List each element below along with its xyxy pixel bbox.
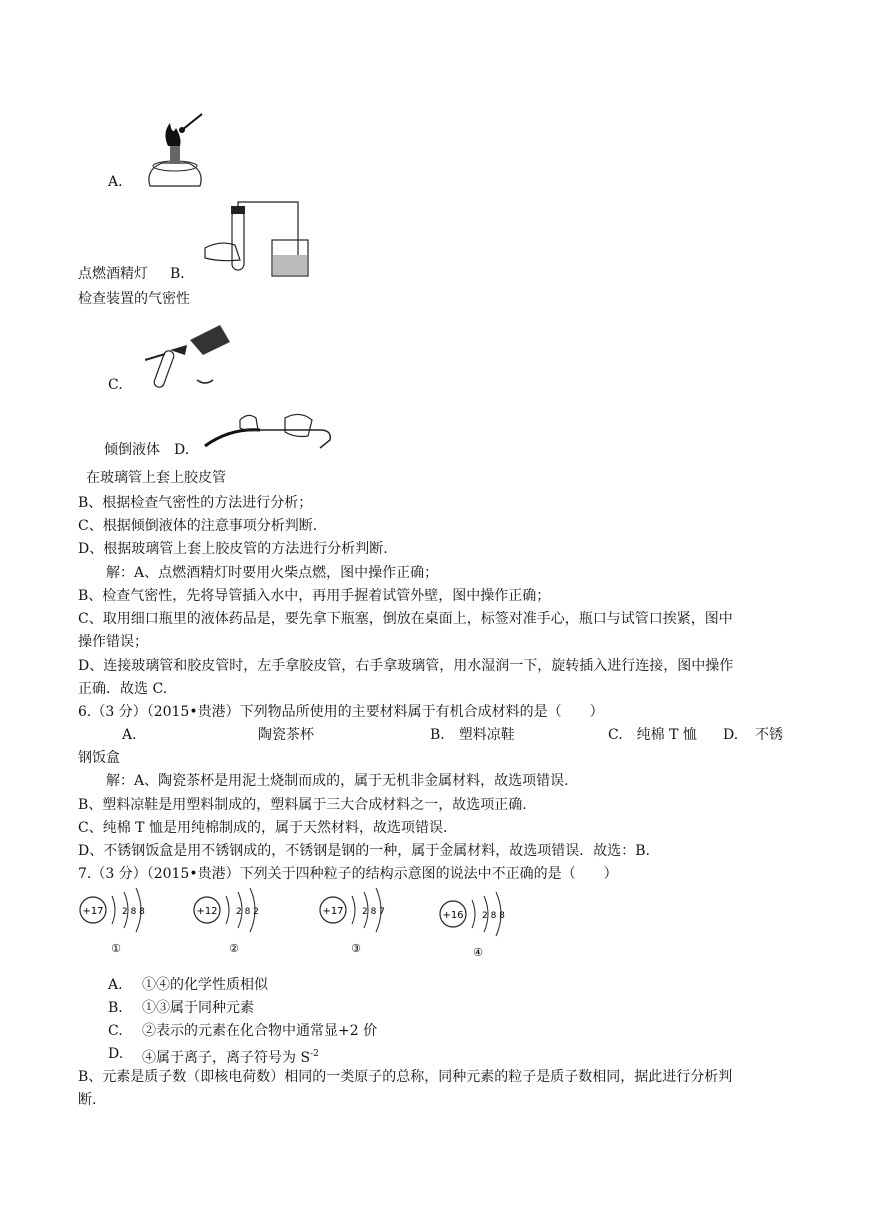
option-a-letter: A.	[108, 977, 123, 993]
nucleus-label: +17	[82, 906, 104, 917]
solution-line: D、不锈钢饭盒是用不锈钢成的，不锈钢是钢的一种，属于金属材料，故选项错误．故选：B.	[78, 843, 650, 859]
option-b-caption: 检查装置的气密性	[78, 291, 190, 307]
particle-diagram	[78, 888, 158, 958]
option-a-caption: 点燃酒精灯	[78, 266, 148, 282]
option-d-letter: D.	[174, 442, 190, 458]
solution-line: B、检查气密性，先将导管插入水中，再用手握着试管外壁，图中操作正确；	[78, 588, 551, 604]
option-a-text: ①④的化学性质相似	[142, 977, 268, 993]
nucleus-label: +12	[196, 906, 218, 917]
particle-label: ④	[473, 946, 483, 959]
option-d-text-continued: 钢饭盒	[78, 750, 120, 766]
particle-diagram	[318, 888, 398, 958]
particle-label: ①	[111, 942, 121, 955]
nucleus-label: +16	[442, 910, 464, 921]
glass-tube-rubber-hose-figure	[200, 408, 335, 453]
option-a-text: 陶瓷茶杯	[258, 727, 314, 743]
option-a-letter: A.	[122, 727, 137, 743]
option-c-caption: 倾倒液体	[104, 442, 160, 458]
option-b-text: ①③属于同种元素	[142, 1000, 254, 1016]
particle-label: ②	[229, 942, 239, 955]
solution-line: 解：A、点燃酒精灯时要用火柴点燃，图中操作正确；	[106, 565, 439, 581]
option-a-letter: A.	[108, 174, 123, 190]
solution-line: 解：A、陶瓷茶杯是用泥土烧制而成的，属于无机非金属材料，故选项错误.	[106, 773, 569, 789]
option-c-letter: C.	[108, 377, 123, 393]
analysis-line: B、元素是质子数（即核电荷数）相同的一类原子的总称，同种元素的粒子是质子数相同，据此进行分析判	[78, 1069, 733, 1085]
option-d-letter: D.	[723, 727, 739, 743]
pouring-liquid-figure	[145, 320, 235, 390]
solution-line: C、纯棉 T 恤是用纯棉制成的，属于天然材料，故选项错误.	[78, 820, 448, 836]
solution-line: C、取用细口瓶里的液体药品是，要先拿下瓶塞，倒放在桌面上，标签对准手心，瓶口与试管口挨紧，图中	[78, 611, 733, 627]
question-stem: 7.（3 分）（2015•贵港）下列关于四种粒子的结构示意图的说法中不正确的是（ ）	[78, 866, 618, 882]
shell-electrons: 2 8 2	[236, 907, 259, 917]
shell-electrons: 2 8 8	[122, 907, 145, 917]
option-d-caption: 在玻璃管上套上胶皮管	[86, 470, 226, 486]
option-b-text: B. 塑料凉鞋	[430, 727, 515, 743]
analysis-line: 断.	[78, 1092, 97, 1108]
option-d-text: 不锈	[755, 727, 783, 743]
option-d-letter: D.	[108, 1046, 124, 1062]
solution-line: 正确．故选 C.	[78, 681, 168, 697]
analysis-line: D、根据玻璃管上套上胶皮管的方法进行分析判断.	[78, 541, 388, 557]
solution-line: D、连接玻璃管和胶皮管时，左手拿胶皮管，右手拿玻璃管，用水湿润一下，旋转插入进行连接，图中操作	[78, 658, 734, 674]
analysis-line: B、根据检查气密性的方法进行分析；	[78, 495, 313, 511]
option-b-letter: B.	[170, 266, 185, 282]
option-b-letter: B.	[108, 1000, 123, 1016]
ion-charge-superscript: -2	[310, 1049, 319, 1059]
option-c-text: ②表示的元素在化合物中通常显+2 价	[142, 1023, 378, 1039]
solution-line: B、塑料凉鞋是用塑料制成的，塑料属于三大合成材料之一，故选项正确.	[78, 797, 527, 813]
option-c-text: C. 纯棉 T 恤	[608, 727, 697, 743]
option-d-text: ④属于离子，离子符号为 S	[142, 1050, 311, 1066]
particle-diagram	[192, 888, 272, 958]
analysis-line: C、根据倾倒液体的注意事项分析判断.	[78, 518, 318, 534]
nucleus-label: +17	[322, 906, 344, 917]
alcohol-lamp-figure	[140, 108, 210, 188]
shell-electrons: 2 8 7	[362, 907, 385, 917]
option-c-letter: C.	[108, 1023, 123, 1039]
solution-line: 操作错误；	[78, 634, 148, 650]
particle-diagram	[438, 892, 518, 962]
particle-label: ③	[351, 942, 361, 955]
airtightness-check-figure	[200, 200, 310, 280]
shell-electrons: 2 8 8	[482, 911, 505, 921]
question-stem: 6.（3 分）（2015•贵港）下列物品所使用的主要材料属于有机合成材料的是（ ）	[78, 704, 604, 720]
